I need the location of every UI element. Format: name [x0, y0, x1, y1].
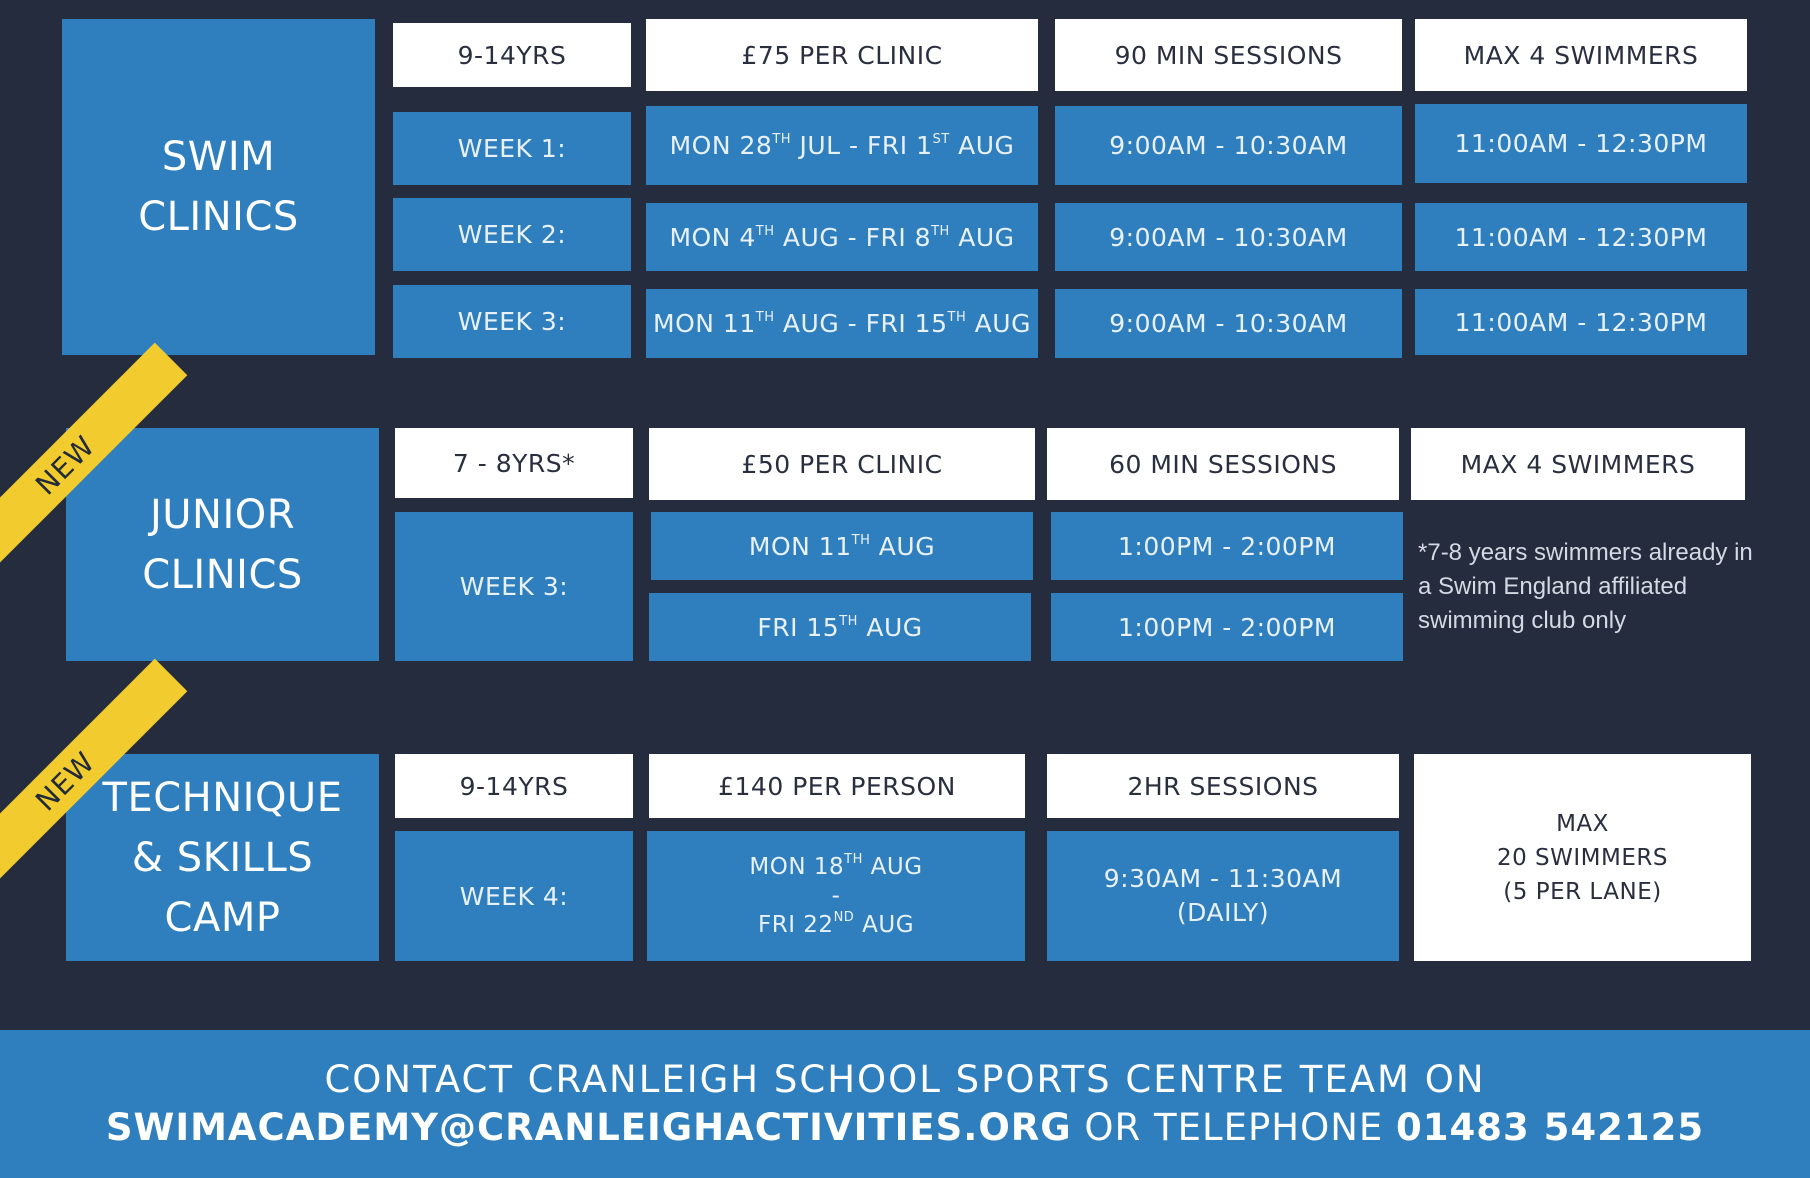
junior-day2-b: AUG — [857, 612, 923, 642]
technique-camp-capacity-line3: (5 PER LANE) — [1503, 878, 1662, 905]
swim-clinics-price: £75 PER CLINIC — [646, 19, 1038, 91]
swim-week2-time2: 11:00AM - 12:30PM — [1415, 203, 1747, 271]
junior-clinics-price: £50 PER CLINIC — [649, 428, 1035, 500]
swim-week2-sup2: TH — [931, 223, 950, 239]
technique-date-end-a: FRI 22 — [757, 911, 834, 938]
technique-date-end-b: AUG — [854, 911, 915, 938]
technique-dates — [647, 831, 1025, 961]
swim-week3-sup2: TH — [947, 310, 967, 325]
swim-week1-time1: 9:00AM - 10:30AM — [1055, 106, 1402, 185]
contact-footer — [0, 1030, 1810, 1178]
swim-week1-dates — [646, 106, 1038, 185]
swim-week1-date-b: JUL - FRI 1 — [791, 131, 933, 160]
swim-clinics-title-line2: CLINICS — [138, 194, 299, 240]
technique-time-note: (DAILY) — [1176, 898, 1270, 927]
junior-eligibility-note: *7-8 years swimmers already in a Swim England affiliated swimming club only — [1418, 539, 1753, 634]
swim-week2-label: WEEK 2: — [393, 198, 631, 271]
junior-week-label: WEEK 3: — [395, 512, 633, 661]
swim-week1-label: WEEK 1: — [393, 112, 631, 185]
swim-week1-sup2: ST — [932, 132, 950, 147]
swim-week2-date-c: AUG — [949, 222, 1015, 252]
junior-day1 — [651, 512, 1033, 580]
swim-week1-date-a: MON 28 — [669, 131, 773, 160]
technique-date-start-a: MON 18 — [749, 853, 845, 880]
swim-clinics-duration: 90 MIN SESSIONS — [1055, 19, 1402, 91]
swim-week3-date-a: MON 11 — [653, 309, 756, 338]
technique-camp-title — [66, 754, 379, 961]
junior-day1-a: MON 11 — [748, 531, 852, 561]
junior-day2-a: FRI 15 — [757, 612, 840, 642]
technique-camp-price: £140 PER PERSON — [649, 754, 1025, 818]
swim-week3-label: WEEK 3: — [393, 285, 631, 358]
technique-camp-age: 9-14YRS — [395, 754, 633, 818]
new-ribbon-technique-label: NEW — [28, 744, 102, 818]
swim-week3-time2: 11:00AM - 12:30PM — [1415, 289, 1747, 355]
junior-day1-b: AUG — [870, 531, 936, 561]
technique-time-range: 9:30AM - 11:30AM — [1103, 864, 1343, 893]
technique-camp-capacity-line1: MAX — [1556, 810, 1609, 837]
new-ribbon-junior-label: NEW — [28, 428, 102, 502]
junior-time2: 1:00PM - 2:00PM — [1051, 593, 1403, 661]
junior-clinics-title — [66, 428, 379, 661]
swim-week3-dates — [646, 289, 1038, 358]
technique-time — [1047, 831, 1399, 961]
junior-time1: 1:00PM - 2:00PM — [1051, 512, 1403, 580]
junior-clinics-duration: 60 MIN SESSIONS — [1047, 428, 1399, 500]
technique-date-separator: - — [831, 882, 841, 909]
footer-or-telephone: OR TELEPHONE — [1071, 1106, 1397, 1149]
swim-week2-sup1: TH — [755, 223, 775, 239]
footer-contact-line: CONTACT CRANLEIGH SCHOOL SPORTS CENTRE TEAM ON — [324, 1058, 1486, 1101]
technique-camp-title-line2: & SKILLS — [131, 834, 314, 881]
technique-camp-capacity-line2: 20 SWIMMERS — [1496, 844, 1668, 871]
footer-contact-details — [0, 1104, 1810, 1152]
swim-week2-time1: 9:00AM - 10:30AM — [1055, 203, 1402, 271]
swim-clinics-age: 9-14YRS — [393, 23, 631, 87]
swim-week3-time1: 9:00AM - 10:30AM — [1055, 289, 1402, 358]
junior-clinics-capacity: MAX 4 SWIMMERS — [1411, 428, 1745, 500]
footer-phone-link[interactable]: 01483 542125 — [1396, 1106, 1705, 1149]
junior-clinics-title-line1: JUNIOR — [149, 491, 296, 538]
technique-camp-duration: 2HR SESSIONS — [1047, 754, 1399, 818]
technique-date-end-sup: ND — [833, 909, 855, 925]
swim-week2-dates — [646, 203, 1038, 271]
junior-day2-sup: TH — [839, 613, 858, 629]
technique-camp-title-line1: TECHNIQUE — [102, 774, 343, 821]
technique-camp-title-line3: CAMP — [164, 894, 281, 941]
junior-clinics-title-line2: CLINICS — [142, 551, 303, 598]
swim-clinics-title-line1: SWIM — [161, 134, 276, 180]
swim-week3-sup1: TH — [755, 310, 775, 325]
swim-week1-sup1: TH — [772, 132, 792, 147]
swim-week3-date-c: AUG — [966, 309, 1031, 338]
footer-email-link[interactable]: SWIMACADEMY@CRANLEIGHACTIVITIES.ORG — [105, 1106, 1072, 1149]
junior-day2 — [649, 593, 1031, 661]
technique-camp-capacity — [1414, 754, 1751, 961]
swim-week2-date-a: MON 4 — [669, 222, 756, 252]
swim-clinics-capacity: MAX 4 SWIMMERS — [1415, 19, 1747, 91]
technique-date-start-b: AUG — [862, 853, 923, 880]
swim-clinics-title — [62, 19, 375, 355]
technique-date-start-sup: TH — [844, 851, 863, 867]
swim-week3-date-b: AUG - FRI 15 — [774, 309, 948, 338]
junior-clinics-age: 7 - 8YRS* — [395, 428, 633, 498]
swim-week2-date-b: AUG - FRI 8 — [774, 222, 932, 252]
swim-week1-date-c: AUG — [949, 131, 1015, 160]
junior-day1-sup: TH — [851, 532, 871, 548]
swim-week1-time2: 11:00AM - 12:30PM — [1415, 104, 1747, 183]
technique-week-label: WEEK 4: — [395, 831, 633, 961]
